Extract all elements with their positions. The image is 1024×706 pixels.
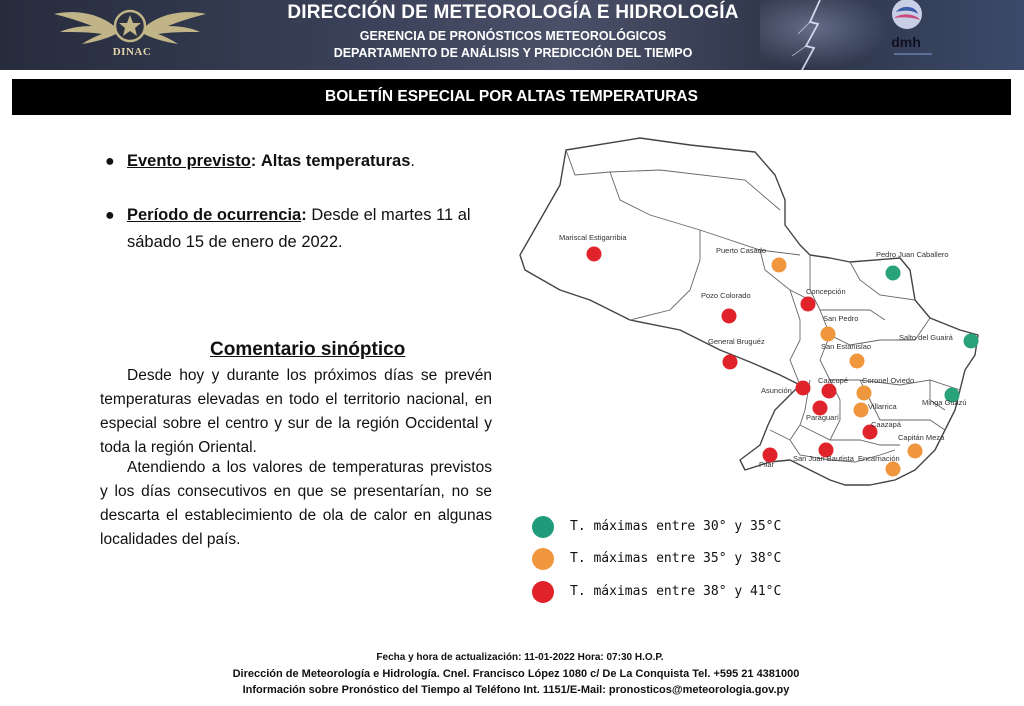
lightning-icon [780, 0, 850, 70]
period-line1: Desde el martes 11 al [311, 206, 471, 224]
dmh-logo-underline [894, 53, 932, 55]
legend-dot-red [532, 581, 554, 603]
period-line2: sábado 15 de enero de 2022. [127, 233, 343, 251]
synoptic-p1-text: Desde hoy y durante los próximos días se prevén temperaturas elevadas en todo el territorio nacional, en especial sobre el centro y sur de la región Occidental y toda la región Oriental. [100, 367, 492, 456]
header-subtitle-department: DEPARTAMENTO DE ANÁLISIS Y PREDICCIÓN DEL TIEMPO [333, 46, 693, 60]
station-marker-caacupe [822, 384, 837, 399]
station-marker-asuncion [796, 381, 811, 396]
synoptic-paragraph-1 [100, 364, 492, 460]
legend-label: T. máximas entre 30° y 35°C [570, 519, 782, 534]
station-marker-pozo-colorado [722, 309, 737, 324]
legend-label: T. máximas entre 38° y 41°C [570, 584, 782, 599]
station-label-villarrica: Villarrica [868, 402, 897, 411]
period-label: Período de ocurrencia [127, 206, 302, 224]
event-colon: : [250, 152, 257, 170]
footer-address: Dirección de Meteorología e Hidrología. Cnel. Francisco López 1080 c/ De La Conquista Tel. +595 21 4381000 [232, 668, 800, 680]
station-marker-san-estanislao [850, 354, 865, 369]
station-label-mariscal-estigarribia: Mariscal Estigarribia [559, 233, 627, 242]
station-marker-general-bruguez [723, 355, 738, 370]
station-label-minga-guazu: Minga Guazú [922, 398, 967, 407]
synoptic-title: Comentario sinóptico [210, 339, 406, 360]
bullet-dot: ● [105, 207, 115, 224]
period-colon: : [301, 206, 307, 224]
synoptic-p2-text: Atendiendo a los valores de temperaturas previstos y los días consecutivos en que se presentarían, no se descarta el establecimiento de ola de calor en algunas localidades del país. [100, 459, 492, 548]
station-label-pilar: Pilar [759, 460, 775, 469]
station-label-asuncion: Asunción [761, 386, 792, 395]
station-label-capitan-meza: Capitán Meza [898, 433, 945, 442]
legend-dot-green [532, 516, 554, 538]
station-label-paraguari: Paraguarí [806, 413, 839, 422]
dmh-logo-text: dmh [891, 34, 921, 50]
event-value: Altas temperaturas [260, 152, 411, 170]
station-label-general-bruguez: General Bruguéz [708, 337, 765, 346]
event-period: . [410, 152, 415, 170]
legend-dot-orange [532, 548, 554, 570]
station-label-pedro-juan-caballero: Pedro Juan Caballero [876, 250, 949, 259]
footer-updated: Fecha y hora de actualización: 11-01-2022 Hora: 07:30 H.O.P. [376, 652, 664, 663]
station-marker-villarrica [854, 403, 869, 418]
station-marker-encarnacion [886, 462, 901, 477]
station-marker-san-pedro [821, 327, 836, 342]
period-bullet [105, 202, 471, 256]
station-label-san-estanislao: San Estanislao [821, 342, 872, 351]
footer-contact: Información sobre Pronóstico del Tiempo al Teléfono Int. 1151/E-Mail: pronosticos@meteorologia.gov.py [242, 684, 790, 696]
station-label-caazapa: Caazapá [871, 420, 902, 429]
station-label-pozo-colorado: Pozo Colorado [701, 291, 751, 300]
event-bullet [105, 148, 415, 175]
station-label-san-juan-bautista: San Juan Bautista [793, 454, 854, 463]
station-label-puerto-casado: Puerto Casado [716, 246, 767, 255]
station-label-caacupe: Caacupé [818, 376, 849, 385]
synoptic-paragraph-2 [100, 456, 492, 552]
bulletin-title: BOLETÍN ESPECIAL POR ALTAS TEMPERATURAS [12, 79, 1011, 115]
station-marker-pedro-juan-caballero [886, 266, 901, 281]
station-marker-salto-del-guaira [964, 334, 979, 349]
header-title: DIRECCIÓN DE METEOROLOGÍA E HIDROLOGÍA [287, 2, 739, 23]
station-label-coronel-oviedo: Coronel Oviedo [862, 376, 915, 385]
station-marker-mariscal-estigarribia [587, 247, 602, 262]
paraguay-temperature-map [510, 136, 990, 496]
header-banner [0, 0, 1024, 70]
station-label-salto-del-guaira: Salto del Guairá [899, 333, 953, 342]
bullet-dot: ● [105, 153, 115, 170]
station-marker-coronel-oviedo [857, 386, 872, 401]
station-label-san-pedro: San Pedro [823, 314, 859, 323]
station-label-concepcion: Concepción [806, 287, 846, 296]
header-subtitle-management: GERENCIA DE PRONÓSTICOS METEOROLÓGICOS [359, 29, 667, 43]
event-label: Evento previsto [127, 152, 251, 170]
station-marker-concepcion [801, 297, 816, 312]
legend-label: T. máximas entre 35° y 38°C [570, 551, 782, 566]
station-label-encarnacion: Encarnación [858, 454, 900, 463]
dinac-logo-text: DINAC [112, 46, 152, 58]
station-marker-puerto-casado [772, 258, 787, 273]
station-marker-capitan-meza [908, 444, 923, 459]
